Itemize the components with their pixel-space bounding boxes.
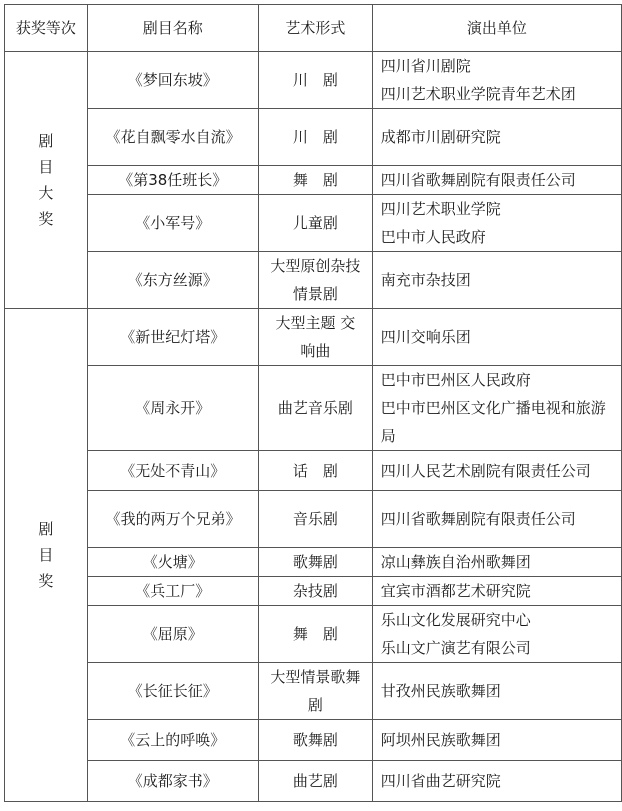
table-row <box>5 109 622 166</box>
header-play-name: 剧目名称 <box>87 5 258 52</box>
art-form-cell: 舞 剧 <box>258 166 372 195</box>
performing-unit-line: 南充市杂技团 <box>380 271 471 289</box>
table-row <box>5 761 622 802</box>
table-row <box>5 195 622 252</box>
table-row <box>5 451 622 491</box>
table-row <box>5 577 622 606</box>
performing-unit-cell <box>372 491 621 548</box>
play-name-cell: 《无处不青山》 <box>87 451 258 491</box>
performing-unit-cell <box>372 166 621 195</box>
performing-unit-line: 巴中市巴州区文化广播电视和旅游局 <box>380 399 606 445</box>
play-name-cell: 《兵工厂》 <box>87 577 258 606</box>
performing-unit-line: 四川省歌舞剧院有限责任公司 <box>380 171 576 189</box>
performing-unit-cell <box>372 252 621 309</box>
table-row <box>5 52 622 109</box>
performing-unit-line: 四川交响乐团 <box>380 328 471 346</box>
play-name-cell: 《屈原》 <box>87 606 258 663</box>
play-name-cell: 《第38任班长》 <box>87 166 258 195</box>
play-name-cell: 《梦回东坡》 <box>87 52 258 109</box>
performing-unit-line: 乐山文化发展研究中心 <box>380 611 531 629</box>
performing-unit-cell <box>372 720 621 761</box>
performing-unit-cell <box>372 109 621 166</box>
art-form-cell: 大型情景歌舞剧 <box>258 663 372 720</box>
play-name-cell: 《我的两万个兄弟》 <box>87 491 258 548</box>
awards-table <box>4 4 622 802</box>
header-row <box>5 5 622 52</box>
performing-unit-cell <box>372 366 621 451</box>
table-body <box>5 52 622 802</box>
art-form-cell: 曲艺音乐剧 <box>258 366 372 451</box>
table-row <box>5 548 622 577</box>
table-row <box>5 252 622 309</box>
art-form-cell: 川 剧 <box>258 109 372 166</box>
performing-unit-cell <box>372 309 621 366</box>
award-level-cell <box>5 309 88 802</box>
performing-unit-line: 四川省歌舞剧院有限责任公司 <box>380 510 576 528</box>
table-row <box>5 166 622 195</box>
play-name-cell: 《成都家书》 <box>87 761 258 802</box>
play-name-cell: 《新世纪灯塔》 <box>87 309 258 366</box>
art-form-cell: 歌舞剧 <box>258 720 372 761</box>
art-form-cell: 歌舞剧 <box>258 548 372 577</box>
performing-unit-cell <box>372 52 621 109</box>
performing-unit-cell <box>372 451 621 491</box>
performing-unit-line: 阿坝州民族歌舞团 <box>380 731 501 749</box>
performing-unit-line: 甘孜州民族歌舞团 <box>380 682 501 700</box>
table-row <box>5 491 622 548</box>
performing-unit-line: 凉山彝族自治州歌舞团 <box>380 553 531 571</box>
header-award-level: 获奖等次 <box>5 5 88 52</box>
performing-unit-line: 四川省川剧院 <box>380 57 471 75</box>
table-row <box>5 309 622 366</box>
art-form-cell: 大型主题 交响曲 <box>258 309 372 366</box>
award-level-text: 剧目奖 <box>38 519 54 590</box>
art-form-cell: 大型原创杂技情景剧 <box>258 252 372 309</box>
art-form-cell: 舞 剧 <box>258 606 372 663</box>
play-name-cell: 《云上的呼唤》 <box>87 720 258 761</box>
play-name-cell: 《东方丝源》 <box>87 252 258 309</box>
play-name-cell: 《花自飘零水自流》 <box>87 109 258 166</box>
performing-unit-cell <box>372 548 621 577</box>
performing-unit-cell <box>372 606 621 663</box>
art-form-cell: 音乐剧 <box>258 491 372 548</box>
performing-unit-line: 宜宾市酒都艺术研究院 <box>380 582 531 600</box>
award-level-cell <box>5 52 88 309</box>
play-name-cell: 《长征长征》 <box>87 663 258 720</box>
art-form-cell: 曲艺剧 <box>258 761 372 802</box>
performing-unit-line: 四川艺术职业学院 <box>380 200 501 218</box>
art-form-cell: 话 剧 <box>258 451 372 491</box>
play-name-cell: 《周永开》 <box>87 366 258 451</box>
performing-unit-cell <box>372 577 621 606</box>
award-level-text: 剧目大奖 <box>38 131 54 228</box>
art-form-cell: 儿童剧 <box>258 195 372 252</box>
table-row <box>5 366 622 451</box>
performing-unit-line: 四川人民艺术剧院有限责任公司 <box>380 461 591 480</box>
header-performing-unit: 演出单位 <box>372 5 621 52</box>
table-row <box>5 663 622 720</box>
performing-unit-line: 四川艺术职业学院青年艺术团 <box>380 85 576 103</box>
performing-unit-cell <box>372 195 621 252</box>
header-art-form: 艺术形式 <box>258 5 372 52</box>
performing-unit-line: 成都市川剧研究院 <box>380 128 501 146</box>
table-row <box>5 720 622 761</box>
performing-unit-cell <box>372 663 621 720</box>
performing-unit-cell <box>372 761 621 802</box>
art-form-cell: 杂技剧 <box>258 577 372 606</box>
play-name-cell: 《小军号》 <box>87 195 258 252</box>
performing-unit-line: 四川省曲艺研究院 <box>380 772 501 790</box>
art-form-cell: 川 剧 <box>258 52 372 109</box>
performing-unit-line: 巴中市巴州区人民政府 <box>380 371 531 389</box>
performing-unit-line: 乐山文广演艺有限公司 <box>380 639 531 657</box>
performing-unit-line: 巴中市人民政府 <box>380 228 486 246</box>
play-name-cell: 《火塘》 <box>87 548 258 577</box>
table-row <box>5 606 622 663</box>
